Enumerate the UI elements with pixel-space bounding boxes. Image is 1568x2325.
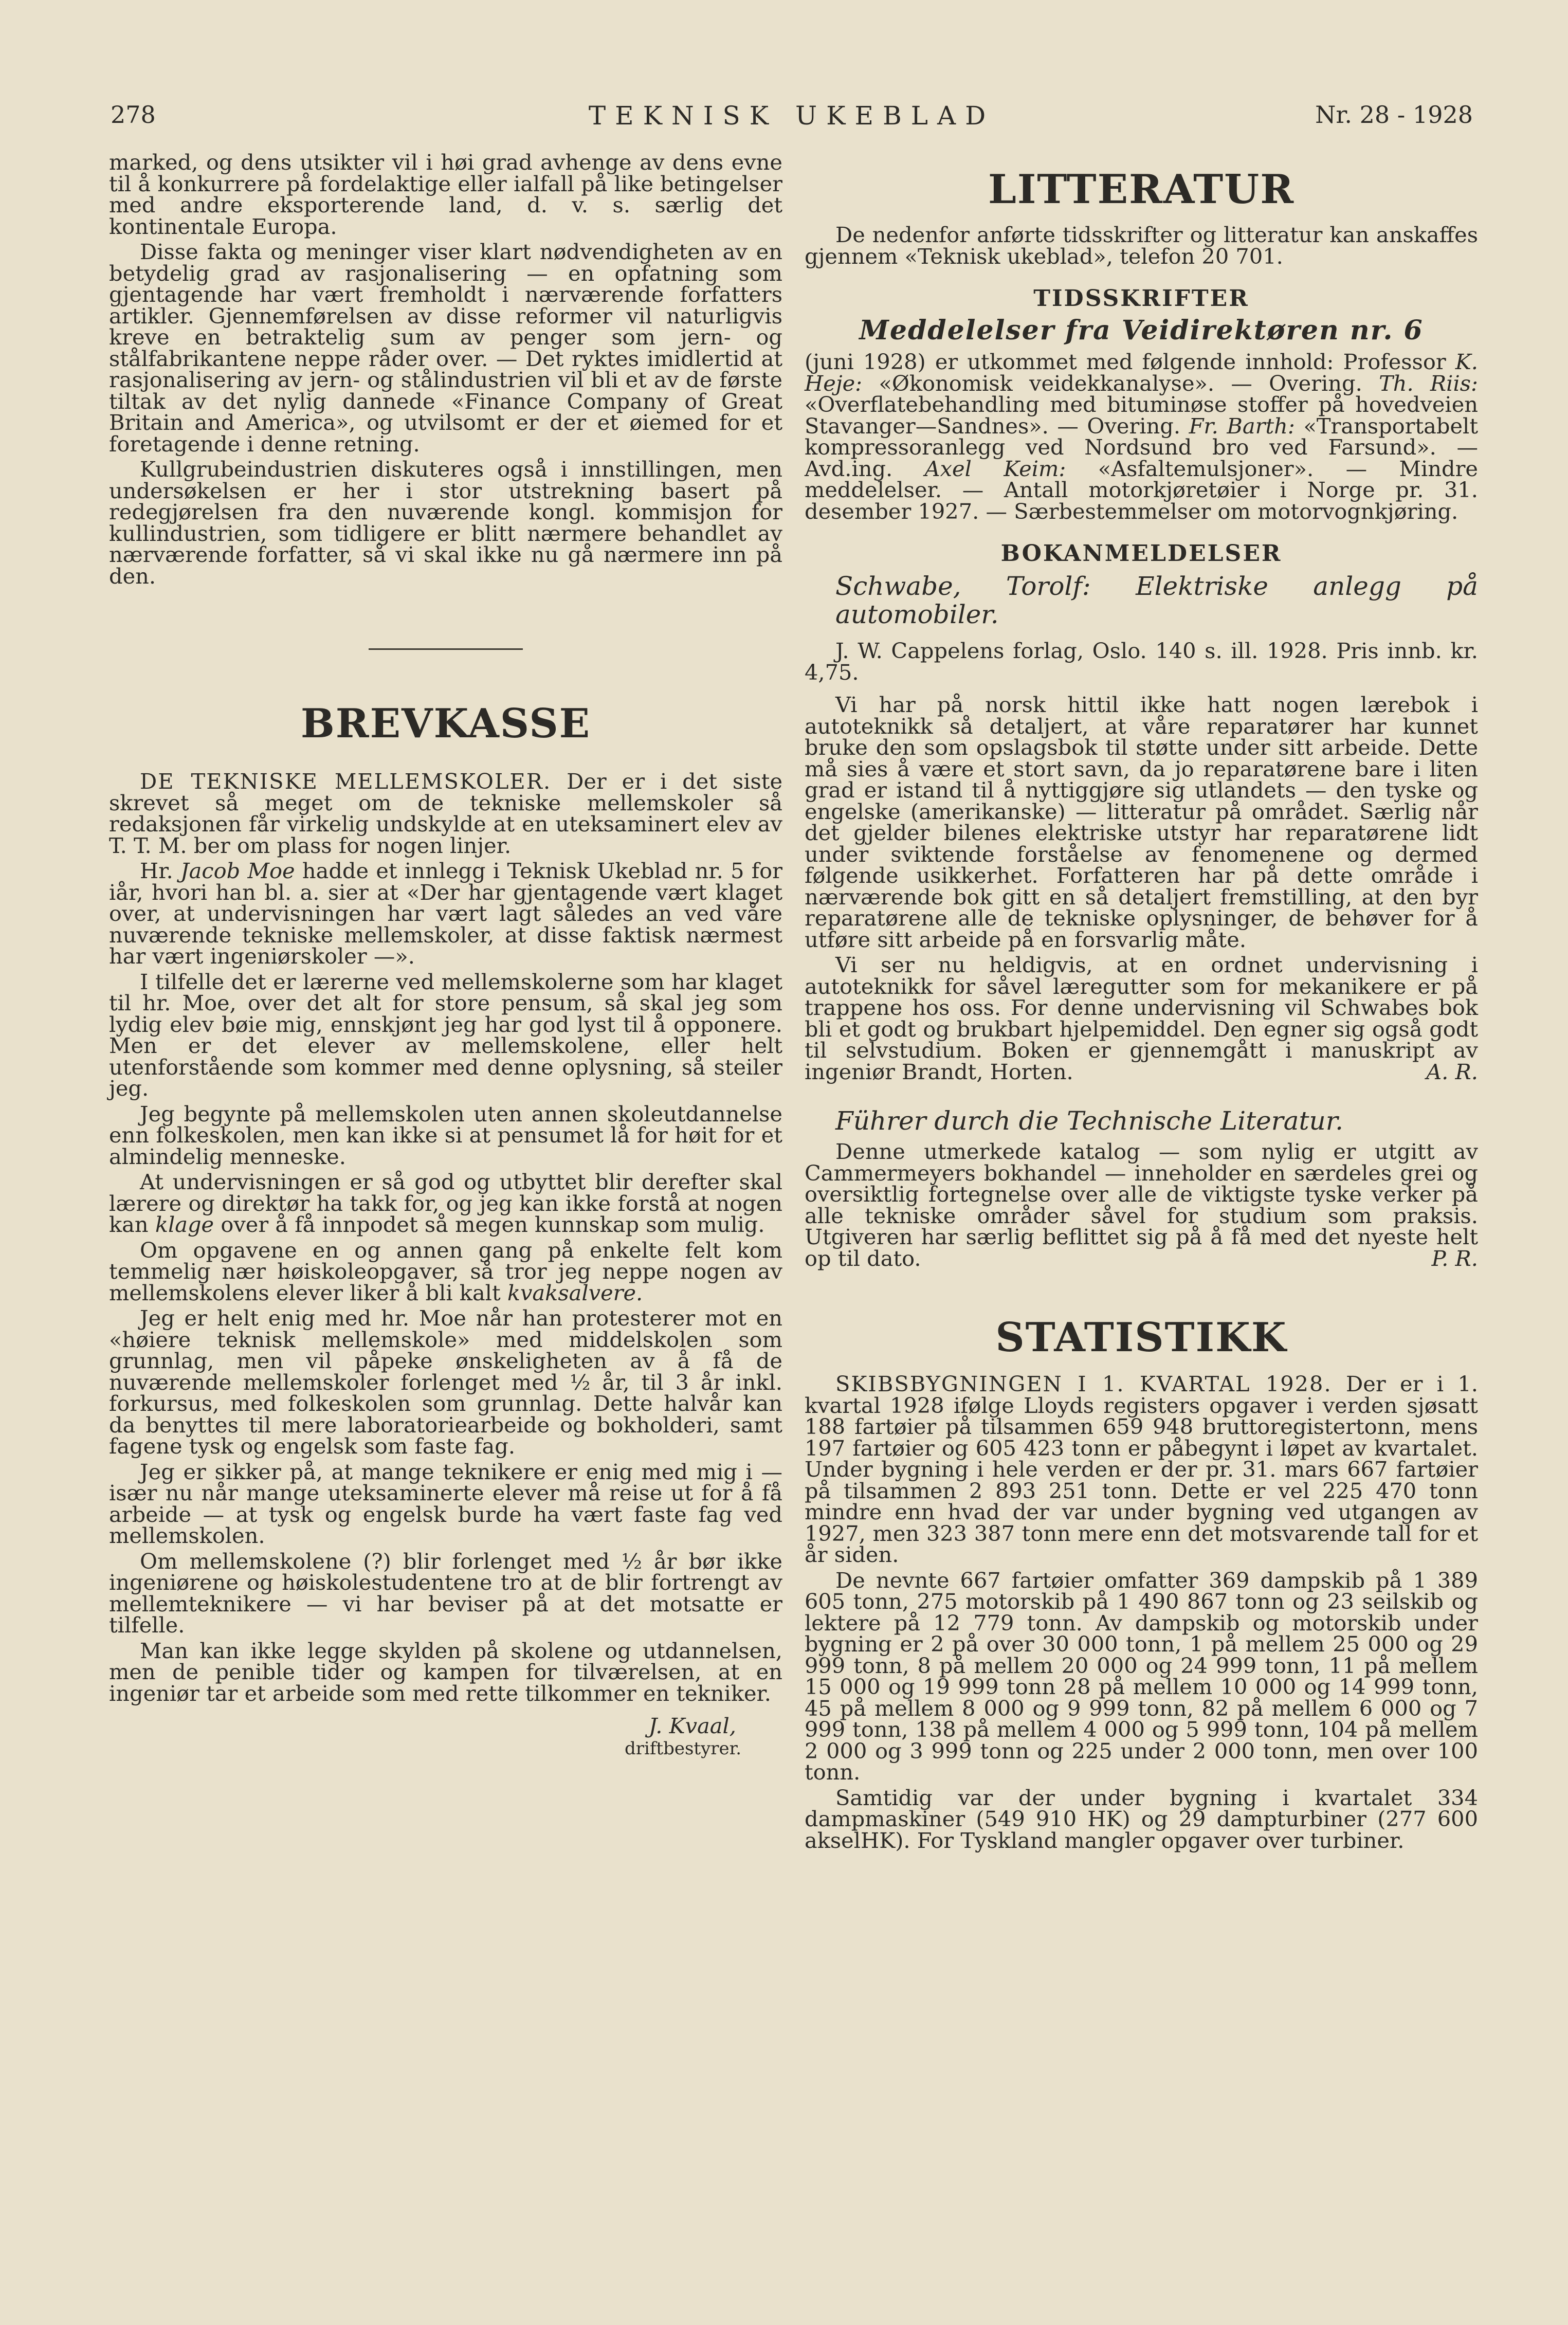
litteratur-heading: LITTERATUR bbox=[988, 166, 1295, 213]
letter-paragraph: Hr. Jacob Moe hadde et innlegg i Teknisk Ukeblad nr. 5 for iår, hvori han bl. a. sier at «Der har gjentagende vært klaget over, at undervisningen har vært lagt således an ved våre nuværende tekniske mellemskoler, at disse faktisk nærmest har vært ingeniørskoler —». bbox=[109, 858, 782, 969]
book-review-title: Führer durch die Technische Literatur. bbox=[835, 1106, 1344, 1136]
letter-paragraph: Jeg er sikker på, at mange teknikere er enig med mig i — især nu når mange uteksaminerte elever må reise ut for å få arbeide — at tysk og engelsk burde ha vært faste fag ved mellemskolen. bbox=[109, 1459, 782, 1548]
page-header bbox=[111, 101, 1473, 132]
letter-paragraph: Om mellemskolene (?) blir forlenget med ½ år bør ikke ingeniørene og høiskolestudentene tro at de blir fortrengt av mellemteknikere — vi har beviser på at det motsatte er tilfelle. bbox=[109, 1548, 782, 1638]
reviewer-initials: A. R. bbox=[1426, 1059, 1478, 1084]
statistics-paragraph: De nevnte 667 fartøier omfatter 369 dampskib på 1 389 605 tonn, 275 motorskib på 1 490 867 tonn og 23 seilskib og lektere på 12 779 tonn. Av dampskib og motorskib under bygning er 2 på over 30 000 tonn, 1 på mellem 25 000 og 29 999 tonn, 8 på mellem 20 000 og 24 999 tonn, 11 på mellem 15 000 og 19 999 tonn 28 på mellem 10 000 og 14 999 tonn, 45 på mellem 8 000 og 9 999 tonn, 82 på mellem 6 000 og 7 999 tonn, 138 på mellem 4 000 og 5 999 tonn, 104 på mellem 2 000 og 3 999 tonn og 225 under 2 000 tonn, men over 100 tonn. bbox=[805, 1567, 1478, 1785]
page-number: 278 bbox=[111, 101, 156, 129]
review-paragraph: Vi ser nu heldigvis, at en ordnet undervisning i autoteknikk for såvel læregutter som for mekanikere er på trappene hos oss. For denne undervisning vil Schwabes bok bli et godt og brukbart hjelpemiddel. Den egner sig også godt til selvstudium. Boken er gjennemgått i manuskript av ingeniør Brandt, Horten. A. R. bbox=[805, 952, 1478, 1084]
bokanmeldelser-heading: BOKANMELDELSER bbox=[1000, 540, 1282, 567]
review-paragraph: Denne utmerkede katalog — som nylig er utgitt av Cammermeyers bokhandel — inneholder en særdeles grei og oversiktlig fortegnelse over alle de viktigste tyske verker på alle tekniske områder såvel for studium som praksis. Utgiveren har særlig beflittet sig på å få med det nyeste helt op til dato. P. R. bbox=[805, 1139, 1478, 1271]
journal-entry-title: Meddelelser fra Veidirektøren nr. 6 bbox=[859, 315, 1424, 346]
statistics-lead: SKIBSBYGNINGEN I 1. KVARTAL 1928. bbox=[835, 1371, 1332, 1396]
book-review-title: Schwabe, Torolf: Elektriske anlegg på automobiler. bbox=[835, 571, 1478, 629]
statistics-paragraph: Samtidig var der under bygning i kvartalet 334 dampmaskiner (549 910 HK) og 29 dampturbiner (277 600 akselHK). For Tyskland mangler opgaver over turbiner. bbox=[805, 1785, 1478, 1853]
letter-paragraph: Man kan ikke legge skylden på skolene og utdannelsen, men de penible tider og kampen for tilværelsen, at en ingeniør tar et arbeide som med rette tilkommer en tekniker. bbox=[109, 1638, 782, 1706]
article-paragraph: marked, og dens utsikter vil i høi grad avhenge av dens evne til å konkurrere på fordelaktige eller ialfall på like betingelser med andre eksporterende land, d. v. s. særlig det kontinentale Europa. bbox=[109, 150, 782, 239]
statistikk-heading: STATISTIKK bbox=[995, 1314, 1287, 1361]
letter-paragraph: Om opgavene en og annen gang på enkelte felt kom temmelig nær høiskoleopgaver, så tror jeg neppe nogen av mellemskolens elever liker å bli kalt kvaksalvere. bbox=[109, 1237, 782, 1305]
letter-paragraph: Jeg begynte på mellemskolen uten annen skoleutdannelse enn folkeskolen, men kan ikke si at pensumet lå for høit for et almindelig menneske. bbox=[109, 1101, 782, 1169]
article-paragraph: Disse fakta og meninger viser klart nødvendigheten av en betydelig grad av rasjonalisering — en opfatning som gjentagende har vært fremholdt i nærværende forfatters artikler. Gjennemførelsen av disse reformer vil naturligvis kreve en betraktelig sum av penger som jern- og stålfabrikantene neppe råder over. — Det ryktes imidlertid at rasjonalisering av jern- og stålindustrien vil bli et av de første tiltak av det nylig dannede «Finance Company of Great Britain and America», og utvilsomt er der et øiemed for et foretagende i denne retning. bbox=[109, 239, 782, 457]
issue-number: Nr. 28 - 1928 bbox=[1315, 101, 1473, 129]
book-publication-info: J. W. Cappelens forlag, Oslo. 140 s. ill. 1928. Pris innb. kr. 4,75. bbox=[805, 638, 1478, 685]
letter-lead: DE TEKNISKE MELLEMSKOLER. bbox=[140, 769, 552, 794]
article-paragraph: Kullgrubeindustrien diskuteres også i innstillingen, men undersøkelsen er her i stor utstrekning basert på redegjørelsen fra den nuværende kongl. kommisjon for kullindustrien, som tidligere er blitt nærmere behandlet av nærværende forfatter, så vi skal ikke nu gå nærmere inn på den. bbox=[109, 457, 782, 589]
letter-paragraph: At undervisningen er så god og utbyttet blir derefter skal lærere og direktør ha takk for, og jeg kan ikke forstå at nogen kan klage over å få innpodet så megen kunnskap som mulig. bbox=[109, 1169, 782, 1237]
litteratur-intro: De nedenfor anførte tidsskrifter og litteratur kan anskaffes gjennem «Teknisk ukeblad», telefon 20 701. bbox=[805, 222, 1478, 269]
statistics-paragraph: SKIBSBYGNINGEN I 1. KVARTAL 1928. Der er i 1. kvartal 1928 ifølge Lloyds registers opgaver i verden sjøsatt 188 fartøier på tilsammen 659 948 bruttoregistertonn, mens 197 fartøier og 605 423 tonn er påbegynt i løpet av kvartalet. Under bygning i hele verden er der pr. 31. mars 667 fartøier på tilsammen 2 893 251 tonn. Dette er vel 225 470 tonn mindre enn hvad der var under bygning ved utgangen av 1927, men 323 387 tonn mere enn det motsvarende tall for et år siden. bbox=[805, 1371, 1478, 1567]
reviewer-initials: P. R. bbox=[1431, 1245, 1478, 1271]
right-column bbox=[805, 152, 1478, 1851]
journal-title: TEKNISK UKEBLAD bbox=[588, 101, 995, 131]
review-paragraph: Vi har på norsk hittil ikke hatt nogen lærebok i autoteknikk så detaljert, at våre reparatører har kunnet bruke den som opslagsbok til støtte under sitt arbeide. Dette må sies å være et stort savn, da jo reparatørene bare i liten grad er istand til å nyttiggjøre sig utlandets — den tyske og engelske (amerikanske) — litteratur på området. Særlig når det gjelder bilenes elektriske utstyr har reparatørene lidt under sviktende forståelse av fenomenene og dermed følgende usikkerhet. Forfatteren har på dette område i nærværende bok gitt en så detaljert fremstilling, at den byr reparatørene alle de tekniske oplysninger, de behøver for å utføre sitt arbeide på en forsvarlig måte. bbox=[805, 692, 1478, 952]
journal-entry-contents: (juni 1928) er utkommet med følgende innhold: Professor K. Heje: «Økonomisk veidekkanalyse». — Overing. Th. Riis: «Overflatebehandling med bituminøse stoffer på hovedveien Stavanger—Sandnes». — Overing. Fr. Barth: «Transportabelt kompressoranlegg ved Nordsund bro ved Farsund». — Avd.ing. Axel Keim: «Asfaltemulsjoner». — Mindre meddelelser. — Antall motorkjøretøier i Norge pr. 31. desember 1927. — Særbestemmelser om motorvognkjøring. bbox=[805, 349, 1479, 524]
letter-paragraph: Jeg er helt enig med hr. Moe når han protesterer mot en «høiere teknisk mellemskole» med middelskolen som grunnlag, men vil påpeke ønskeligheten av å få de nuværende mellemskoler forlenget med ½ år, til 3 år inkl. forkursus, med folkeskolen som grunnlag. Dette halvår kan da benyttes til mere laboratoriearbeide og bokholderi, samt fagene tysk og engelsk som faste fag. bbox=[109, 1305, 782, 1459]
person-name: Jacob Moe bbox=[180, 858, 295, 883]
section-divider bbox=[369, 648, 523, 650]
letter-paragraph: DE TEKNISKE MELLEMSKOLER. Der er i det siste skrevet så meget om de tekniske mellemskoler så redaksjonen får virkelig undskylde at en uteksaminert elev av T. T. M. ber om plass for nogen linjer. bbox=[109, 769, 783, 858]
brevkasse-heading: BREVKASSE bbox=[300, 700, 591, 747]
signature-title: driftbestyrer. bbox=[624, 1738, 741, 1759]
tidsskrifter-heading: TIDSSKRIFTER bbox=[1033, 285, 1249, 312]
signature: J. Kvaal, bbox=[648, 1713, 736, 1738]
letter-paragraph: I tilfelle det er lærerne ved mellemskolerne som har klaget til hr. Moe, over det alt for store pensum, så skal jeg som lydig elev bøie mig, ennskjønt jeg har god lyst til å opponere. Men er det elever av mellemskolene, eller helt utenforstående som kommer med denne oplysning, så steiler jeg. bbox=[109, 969, 782, 1101]
left-column bbox=[109, 152, 782, 1757]
